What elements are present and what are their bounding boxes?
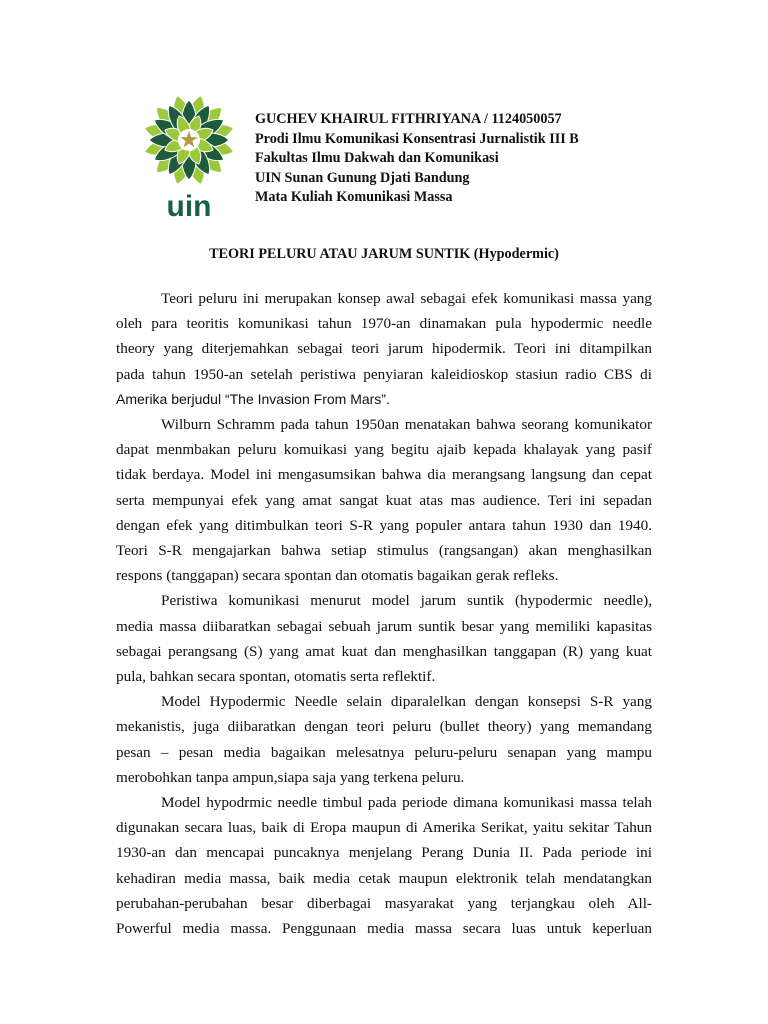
text-line: dengan efek yang ditimbulkan teori S-R yang populer antara tahun 1930 dan 1940. xyxy=(116,516,652,534)
text-line: sebagai perangsang (S) yang amat kuat dan menghasilkan tanggapan (R) yang kuat xyxy=(116,642,652,660)
text-line: dapat menmbakan peluru komuikasi yang begitu ajaib kepada khalayak yang pasif xyxy=(116,441,652,459)
text-line: perubahan-perubahan besar diberbagai masyarakat yang terjangkau oleh All- xyxy=(116,894,652,912)
course-line: Mata Kuliah Komunikasi Massa xyxy=(255,189,453,205)
text-line: Model hypodrmic needle timbul pada periode dimana komunikasi massa telah xyxy=(161,794,652,812)
text-line: pula, bahkan secara spontan, otomatis serta reflektif. xyxy=(116,668,436,686)
text-line: merobohkan tanpa ampun,siapa saja yang terkena peluru. xyxy=(116,768,465,786)
study-program-line: Prodi Ilmu Komunikasi Konsentrasi Jurnalistik III B xyxy=(255,130,579,147)
document-body xyxy=(116,286,652,941)
uin-logo xyxy=(133,92,245,228)
text-line: Peristiwa komunikasi menurut model jarum suntik (hypodermic needle), xyxy=(161,592,652,610)
text-line: media massa diibaratkan sebagai sebuah jarum suntik besar yang memiliki kapasitas xyxy=(116,617,652,635)
text-line: Wilburn Schramm pada tahun 1950an menatakan bahwa seorang komunikator xyxy=(161,416,652,434)
text-line: respons (tanggapan) secara spontan dan otomatis bagaikan gerak refleks. xyxy=(116,567,559,585)
author-name-line: GUCHEV KHAIRUL FITHRIYANA / 1124050057 xyxy=(255,111,562,127)
text-line: Powerful media massa. Penggunaan media massa secara luas untuk keperluan xyxy=(116,920,652,938)
text-line: pesan – pesan media bagaikan melesatnya peluru-peluru senapan yang mampu xyxy=(116,743,652,761)
paragraph-5 xyxy=(116,790,652,941)
faculty-line: Fakultas Ilmu Dakwah dan Komunikasi xyxy=(255,150,499,166)
text-line: Amerika berjudul “The Invasion From Mars”. xyxy=(116,390,390,407)
uin-logo-text: uin xyxy=(166,190,212,223)
text-line: 1930-an dan mencapai puncaknya menjelang Perang Dunia II. Pada periode ini xyxy=(116,844,652,862)
text-line: digunakan secara luas, baik di Eropa maupun di Amerika Serikat, yaitu sekitar Tahun xyxy=(116,819,652,837)
text-line: pada tahun 1950-an setelah peristiwa penyiaran kaleidioskop stasiun radio CBS di xyxy=(116,365,652,383)
text-line: theory yang diterjemahkan sebagai teori jarum hipodermik. Teori ini ditampilkan xyxy=(116,340,652,358)
document-title: TEORI PELURU ATAU JARUM SUNTIK (Hypodermic) xyxy=(209,246,559,262)
paragraph-4 xyxy=(116,689,652,790)
text-line: oleh para teoritis komunikasi tahun 1970-an dinamakan pula hypodermic needle xyxy=(116,315,652,333)
text-line: mekanistis, juga diibaratkan dengan teori peluru (bullet theory) yang memandang xyxy=(116,718,652,736)
text-line: kehadiran media massa, baik media cetak maupun elektronik telah mendatangkan xyxy=(116,869,652,887)
author-header xyxy=(255,110,579,208)
text-line: tidak berdaya. Model ini mengasumsikan bahwa dia merangsang langsung dan cepat xyxy=(116,466,652,484)
text-line: Teori S-R mengajarkan bahwa setiap stimulus (rangsangan) akan menghasilkan xyxy=(116,542,652,560)
university-line: UIN Sunan Gunung Djati Bandung xyxy=(255,169,470,186)
text-line: serta mempunyai efek yang amat sangat kuat atas mas audience. Teri ini sepadan xyxy=(116,491,652,509)
uin-flower-emblem xyxy=(133,92,245,228)
text-line: Teori peluru ini merupakan konsep awal sebagai efek komunikasi massa yang xyxy=(161,290,652,307)
paragraph-1 xyxy=(116,286,652,412)
paragraph-3 xyxy=(116,588,652,689)
paragraph-2 xyxy=(116,412,652,588)
text-line: Model Hypodermic Needle selain diparalelkan dengan konsepsi S-R yang xyxy=(161,693,652,711)
